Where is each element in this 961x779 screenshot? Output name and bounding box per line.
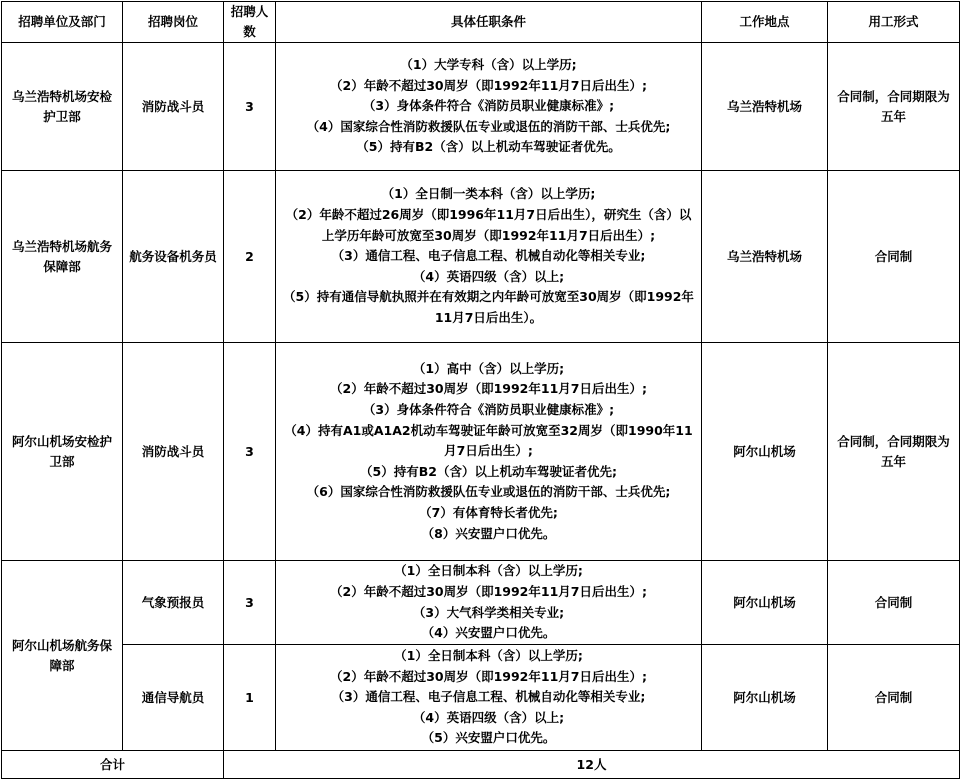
dept-cell: 乌兰浩特机场航务保障部: [2, 171, 123, 343]
condition-line: （1）全日制本科（含）以上学历;: [394, 648, 583, 664]
total-value: 12人: [224, 751, 960, 779]
condition-line: （2）年龄不超过30周岁（即1992年11月7日后出生）;: [330, 77, 647, 93]
conditions-cell: [276, 171, 702, 343]
conditions-cell: [276, 561, 702, 645]
count-cell: 3: [224, 561, 276, 645]
condition-line: （4）英语四级（含）以上;: [412, 268, 565, 284]
condition-line: （2）年龄不超过30周岁（即1992年11月7日后出生）;: [330, 668, 647, 684]
count-cell: 3: [224, 43, 276, 171]
condition-line: （1）大学专科（含）以上学历;: [400, 57, 577, 73]
header-count: 招聘人数: [224, 2, 276, 43]
condition-line: （2）年龄不超过26周岁（即1996年11月7日后出生），研究生（含）以上学历年龄可放宽至30周岁（即1992年11月7日后出生）;: [285, 207, 692, 243]
condition-line: （1）全日制一类本科（含）以上学历;: [381, 186, 596, 202]
condition-line: （2）年龄不超过30周岁（即1992年11月7日后出生）;: [330, 381, 647, 397]
header-conditions: 具体任职条件: [276, 2, 702, 43]
header-row: [2, 2, 960, 43]
post-cell: 通信导航员: [123, 645, 224, 751]
location-cell: 乌兰浩特机场: [702, 43, 828, 171]
count-cell: 1: [224, 645, 276, 751]
conditions-cell: [276, 343, 702, 561]
recruitment-table: [1, 1, 960, 779]
condition-line: （3）通信工程、电子信息工程、机械自动化等相关专业;: [331, 689, 646, 705]
location-cell: 阿尔山机场: [702, 645, 828, 751]
dept-cell: 阿尔山机场航务保障部: [2, 561, 123, 751]
condition-line: （2）年龄不超过30周岁（即1992年11月7日后出生）;: [330, 583, 647, 599]
condition-line: （5）持有B2（含）以上机动车驾驶证者优先;: [360, 463, 617, 479]
condition-line: （1）全日制本科（含）以上学历;: [394, 563, 583, 579]
condition-line: （5）持有B2（含）以上机动车驾驶证者优先。: [356, 139, 621, 155]
location-cell: 乌兰浩特机场: [702, 171, 828, 343]
condition-line: （4）国家综合性消防救援队伍专业或退伍的消防干部、士兵优先;: [306, 118, 671, 134]
employment-cell: 合同制: [828, 171, 960, 343]
condition-line: （7）有体育特长者优先;: [419, 504, 558, 520]
table-row: [2, 343, 960, 561]
total-row: [2, 751, 960, 779]
total-label: 合计: [2, 751, 224, 779]
count-cell: 2: [224, 171, 276, 343]
post-cell: 气象预报员: [123, 561, 224, 645]
header-dept: 招聘单位及部门: [2, 2, 123, 43]
condition-line: （4）兴安盟户口优先。: [421, 625, 556, 641]
employment-cell: 合同制: [828, 645, 960, 751]
conditions-cell: [276, 43, 702, 171]
post-cell: 航务设备机务员: [123, 171, 224, 343]
condition-line: （5）兴安盟户口优先。: [421, 730, 556, 746]
header-post: 招聘岗位: [123, 2, 224, 43]
employment-cell: 合同制，合同期限为五年: [828, 343, 960, 561]
dept-cell: 阿尔山机场安检护卫部: [2, 343, 123, 561]
condition-line: （3）通信工程、电子信息工程、机械自动化等相关专业;: [331, 248, 646, 264]
count-cell: 3: [224, 343, 276, 561]
header-employment: 用工形式: [828, 2, 960, 43]
condition-line: （6）国家综合性消防救援队伍专业或退伍的消防干部、士兵优先;: [306, 484, 671, 500]
post-cell: 消防战斗员: [123, 343, 224, 561]
condition-line: （3）身体条件符合《消防员职业健康标准》;: [362, 98, 615, 114]
header-location: 工作地点: [702, 2, 828, 43]
table-row: [2, 171, 960, 343]
employment-cell: 合同制: [828, 561, 960, 645]
post-cell: 消防战斗员: [123, 43, 224, 171]
condition-line: （3）大气科学类相关专业;: [412, 604, 565, 620]
condition-line: （5）持有通信导航执照并在有效期之内年龄可放宽至30周岁（即1992年11月7日后出生）。: [283, 289, 694, 325]
condition-line: （1）高中（含）以上学历;: [412, 360, 565, 376]
location-cell: 阿尔山机场: [702, 561, 828, 645]
condition-line: （8）兴安盟户口优先。: [421, 525, 556, 541]
condition-line: （4）英语四级（含）以上;: [412, 709, 565, 725]
table-row: [2, 43, 960, 171]
conditions-cell: [276, 645, 702, 751]
condition-line: （3）身体条件符合《消防员职业健康标准》;: [362, 402, 615, 418]
table-row: [2, 645, 960, 751]
location-cell: 阿尔山机场: [702, 343, 828, 561]
condition-line: （4）持有A1或A1A2机动车驾驶证年龄可放宽至32周岁（即1990年11月7日后出生）;: [284, 422, 693, 459]
table-row: [2, 561, 960, 645]
employment-cell: 合同制，合同期限为五年: [828, 43, 960, 171]
dept-cell: 乌兰浩特机场安检护卫部: [2, 43, 123, 171]
